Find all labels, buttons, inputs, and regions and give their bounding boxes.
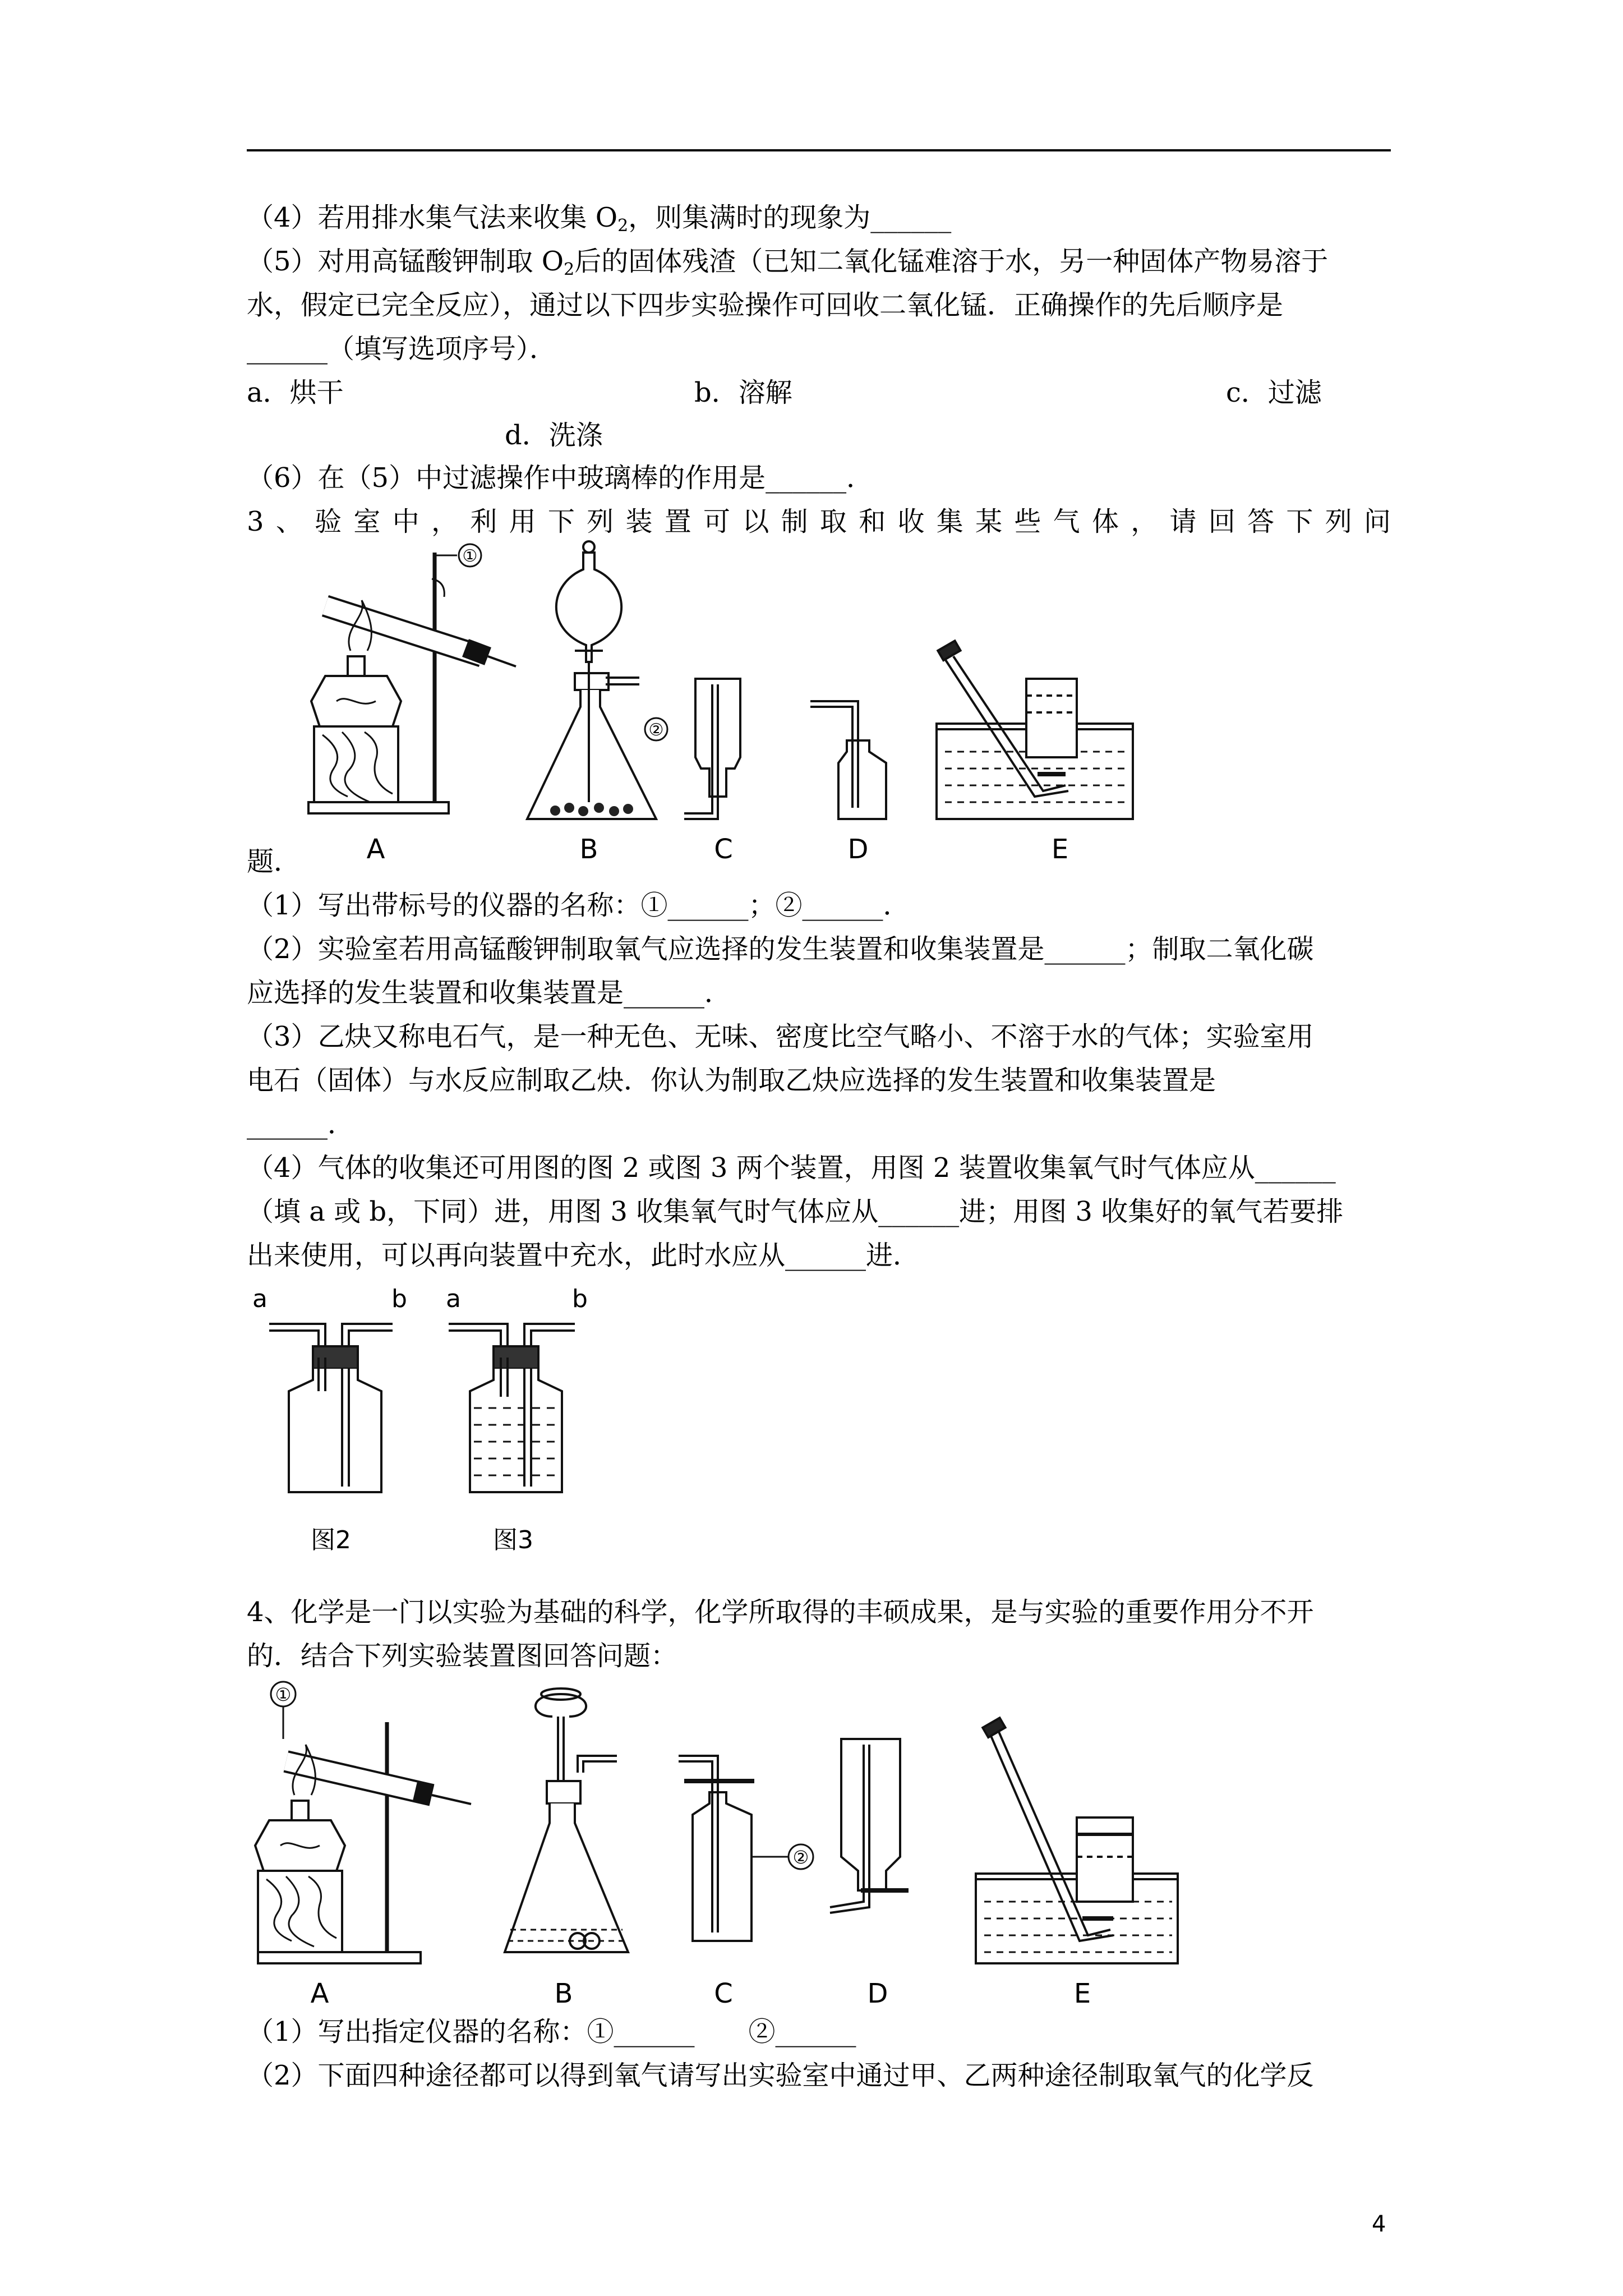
q4-label-d: D [867,1978,888,2009]
fig2-port-a: a [252,1285,268,1313]
q3-apparatus-e [937,641,1133,819]
q4-apparatus-figure [247,1677,1256,2014]
q2-line6: （6）在（5）中过滤操作中玻璃棒的作用是______． [247,462,874,494]
q3-sub3c: ______． [247,1108,355,1140]
fig3-port-b: b [572,1285,588,1313]
q3-apparatus-c [645,679,740,819]
q4-sub2: （2）下面四种途径都可以得到氧气请写出实验室中通过甲、乙两种途径制取氧气的化学反 [247,2060,1314,2091]
q3-intro-line2: 题． [247,846,301,877]
fig2-port-b: b [391,1285,407,1313]
svg-text:①: ① [462,546,478,566]
q4-intro-line1: 4、化学是一门以实验为基础的科学，化学所取得的丰硕成果，是与实验的重要作用分不开 [247,1596,1314,1628]
q2-line5c: ______（填写选项序号）． [247,333,557,365]
q4-intro-line2: 的．结合下列实验装置图回答问题： [247,1640,678,1672]
q3-sub1: （1）写出带标号的仪器的名称：①______；②______． [247,890,910,921]
q4-sub1: （1）写出指定仪器的名称：①______ ②______ [247,2016,856,2047]
q4-apparatus-d [830,1739,909,1913]
svg-text:②: ② [792,1847,809,1868]
fig2-caption: 图2 [311,1526,351,1554]
q3-label-e: E [1051,834,1069,865]
q3-intro-line1: 3、验室中，利用下列装置可以制取和收集某些气体，请回答下列问 [247,506,1391,537]
q2-line5b: 水，假定已完全反应），通过以下四步实验操作可回收二氧化锰．正确操作的先后顺序是 [247,289,1284,321]
fig3-bottle [449,1324,575,1492]
fig3-caption: 图3 [493,1526,533,1554]
q3-gas-bottle-figures [247,1285,639,1565]
header-rule [247,149,1391,151]
q3-apparatus-a [308,544,516,813]
q3-sub4b: （填 a 或 b，下同）进，用图 3 收集氧气时气体应从______进；用图 3 收集好的氧气若要排 [247,1196,1344,1227]
q3-sub3a: （3）乙炔又称电石气，是一种无色、无味、密度比空气略小、不溶于水的气体；实验室用 [247,1021,1314,1052]
q3-sub2b: 应选择的发生装置和收集装置是______． [247,977,732,1009]
q4-label-a: A [310,1978,329,2009]
q4-apparatus-c [679,1756,813,1941]
q2-option-a: a．烘干 [247,377,344,408]
fig3-port-a: a [446,1285,461,1313]
q3-apparatus-b [527,541,656,819]
q3-sub3b: 电石（固体）与水反应制取乙炔．你认为制取乙炔应选择的发生装置和收集装置是 [247,1065,1216,1096]
q3-sub2a: （2）实验室若用高锰酸钾制取氧气应选择的发生装置和收集装置是______；制取二氧化碳 [247,933,1314,965]
q4-label-e: E [1073,1978,1091,2009]
q2-option-d: d．洗涤 [505,420,603,451]
fig2-bottle [269,1324,393,1492]
q4-label-b: B [554,1978,573,2009]
q3-apparatus-figure [292,539,1245,875]
q4-apparatus-a [255,1682,471,1963]
q2-option-b: b．溶解 [694,377,792,408]
q4-apparatus-e [976,1718,1178,1963]
q2-option-c: c．过滤 [1226,377,1322,408]
q2-line5a: （5）对用高锰酸钾制取 $O_2$后的固体残渣（已知二氧化锰难溶于水，另一种固体产物易溶于 [247,246,1329,279]
page-number: 4 [1372,2211,1386,2237]
q3-label-d: D [847,834,869,865]
q3-sub4c: 出来使用，可以再向装置中充水，此时水应从______进． [247,1240,920,1271]
q3-sub4a: （4）气体的收集还可用图的图 2 或图 3 两个装置，用图 2 装置收集氧气时气体应从______ [247,1152,1336,1184]
q3-label-b: B [579,834,598,865]
q4-apparatus-b [505,1688,628,1952]
svg-text:②: ② [648,720,664,740]
q3-apparatus-d [810,701,886,819]
q2-line4: （4）若用排水集气法来收集 $O_2$，则集满时的现象为______ [247,202,952,236]
svg-text:①: ① [275,1684,292,1705]
q3-label-c: C [714,834,733,865]
q4-label-c: C [714,1978,733,2009]
q3-label-a: A [366,834,385,865]
